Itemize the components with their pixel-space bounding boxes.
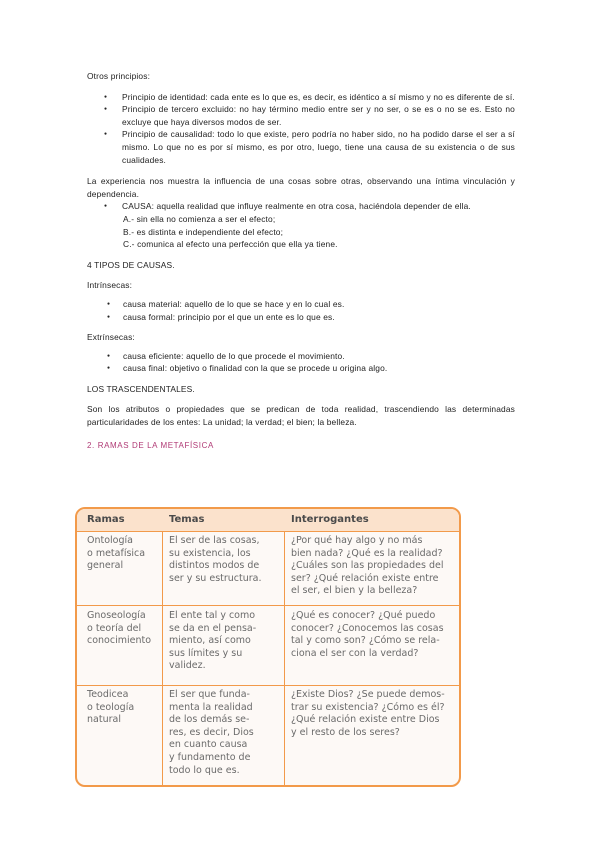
list-item: ● causa eficiente: aquello de lo que procede el movimiento. (87, 350, 515, 363)
extrinsecas-heading: Extrínsecas: (87, 332, 135, 343)
column-divider (284, 531, 285, 785)
table-cell: El ser de las cosas, su existencia, los distintos modos de ser y su estructura. (169, 535, 262, 584)
principios-list (87, 91, 515, 167)
trascendentales-heading: LOS TRASCENDENTALES. (87, 383, 195, 394)
row-divider (77, 685, 459, 686)
causa-sub-item: A.- sin ella no comienza a ser el efecto; (123, 213, 276, 224)
row-divider (77, 531, 459, 532)
trascendentales-paragraph: Son los atributos o propiedades que se predican de toda realidad, trascendiendo las determinadas particularidades de los entes: La unidad; la verdad; el bien; la belleza. (87, 404, 515, 428)
document-body (87, 70, 515, 452)
table-cell: Gnoseología o teoría del conocimiento (87, 610, 152, 647)
table-cell: ¿Por qué hay algo y no más bien nada? ¿Qué es la realidad? ¿Cuáles son las propiedades del ser? ¿Qué relación existe entre el ser, el bien y la belleza? (291, 535, 444, 597)
causa-sub-item: B.- es distinta e independiente del efecto; (123, 226, 284, 237)
intrinsecas-list (87, 298, 515, 323)
table-header (77, 509, 459, 531)
list-item: ● causa formal: principio por el que un ente es lo que es. (87, 311, 515, 324)
causa-definition: ● CAUSA: aquella realidad que influye realmente en otra cosa, haciéndola depender de ella. (87, 200, 515, 213)
table-cell: El ente tal y como se da en el pensa- miento, así como sus límites y su validez. (169, 610, 257, 672)
header-interrogantes: Interrogantes (291, 514, 369, 525)
list-item: ● Principio de causalidad: todo lo que existe, pero podría no haber sido, no ha podido darse el ser a sí mismo. Lo que no es por sí mismo, es por otro, luego, tiene una causa de su existencia o de sus cualidades. (87, 128, 515, 166)
experiencia-paragraph: La experiencia nos muestra la influencia de una cosas sobre otras, observando una íntima vinculación y dependencia. (87, 176, 515, 199)
table-cell: ¿Qué es conocer? ¿Qué puedo conocer? ¿Conocemos las cosas tal y como son? ¿Cómo se rela- ciona el ser con la verdad? (291, 610, 444, 659)
ramas-table (75, 507, 461, 787)
causa-list (87, 200, 515, 213)
list-item: ● Principio de tercero excluido: no hay término medio entre ser y no ser, o se es o no se es. Esto no excluye que haya diversos modos de ser. (87, 103, 515, 128)
header-ramas: Ramas (87, 514, 125, 525)
table-cell: El ser que funda- menta la realidad de los demás se- res, es decir, Dios en cuanto causa y fundamento de todo lo que es. (169, 689, 254, 776)
table-cell: ¿Existe Dios? ¿Se puede demos- trar su existencia? ¿Cómo es él? ¿Qué relación existe entre Dios y el resto de los seres? (291, 689, 445, 738)
table-cell: Teodicea o teología natural (87, 689, 135, 726)
table-cell: Ontología o metafísica general (87, 535, 146, 572)
header-temas: Temas (169, 514, 205, 525)
section-title: 2. RAMAS DE LA METAFÍSICA (87, 440, 214, 450)
tipos-heading: 4 TIPOS DE CAUSAS. (87, 259, 175, 270)
causa-sub-item: C.- comunica al efecto una perfección que ella ya tiene. (123, 239, 338, 250)
list-item: ● Principio de identidad: cada ente es lo que es, es decir, es idéntico a sí mismo y no es diferente de sí. (87, 91, 515, 104)
extrinsecas-list (87, 350, 515, 375)
list-item: ● causa material: aquello de lo que se hace y en lo cual es. (87, 298, 515, 311)
row-divider (77, 605, 459, 606)
otros-principios-heading: Otros principios: (87, 71, 151, 81)
list-item: ● causa final: objetivo o finalidad con la que se procede u origina algo. (87, 362, 515, 375)
intrinsecas-heading: Intrínsecas: (87, 280, 133, 291)
